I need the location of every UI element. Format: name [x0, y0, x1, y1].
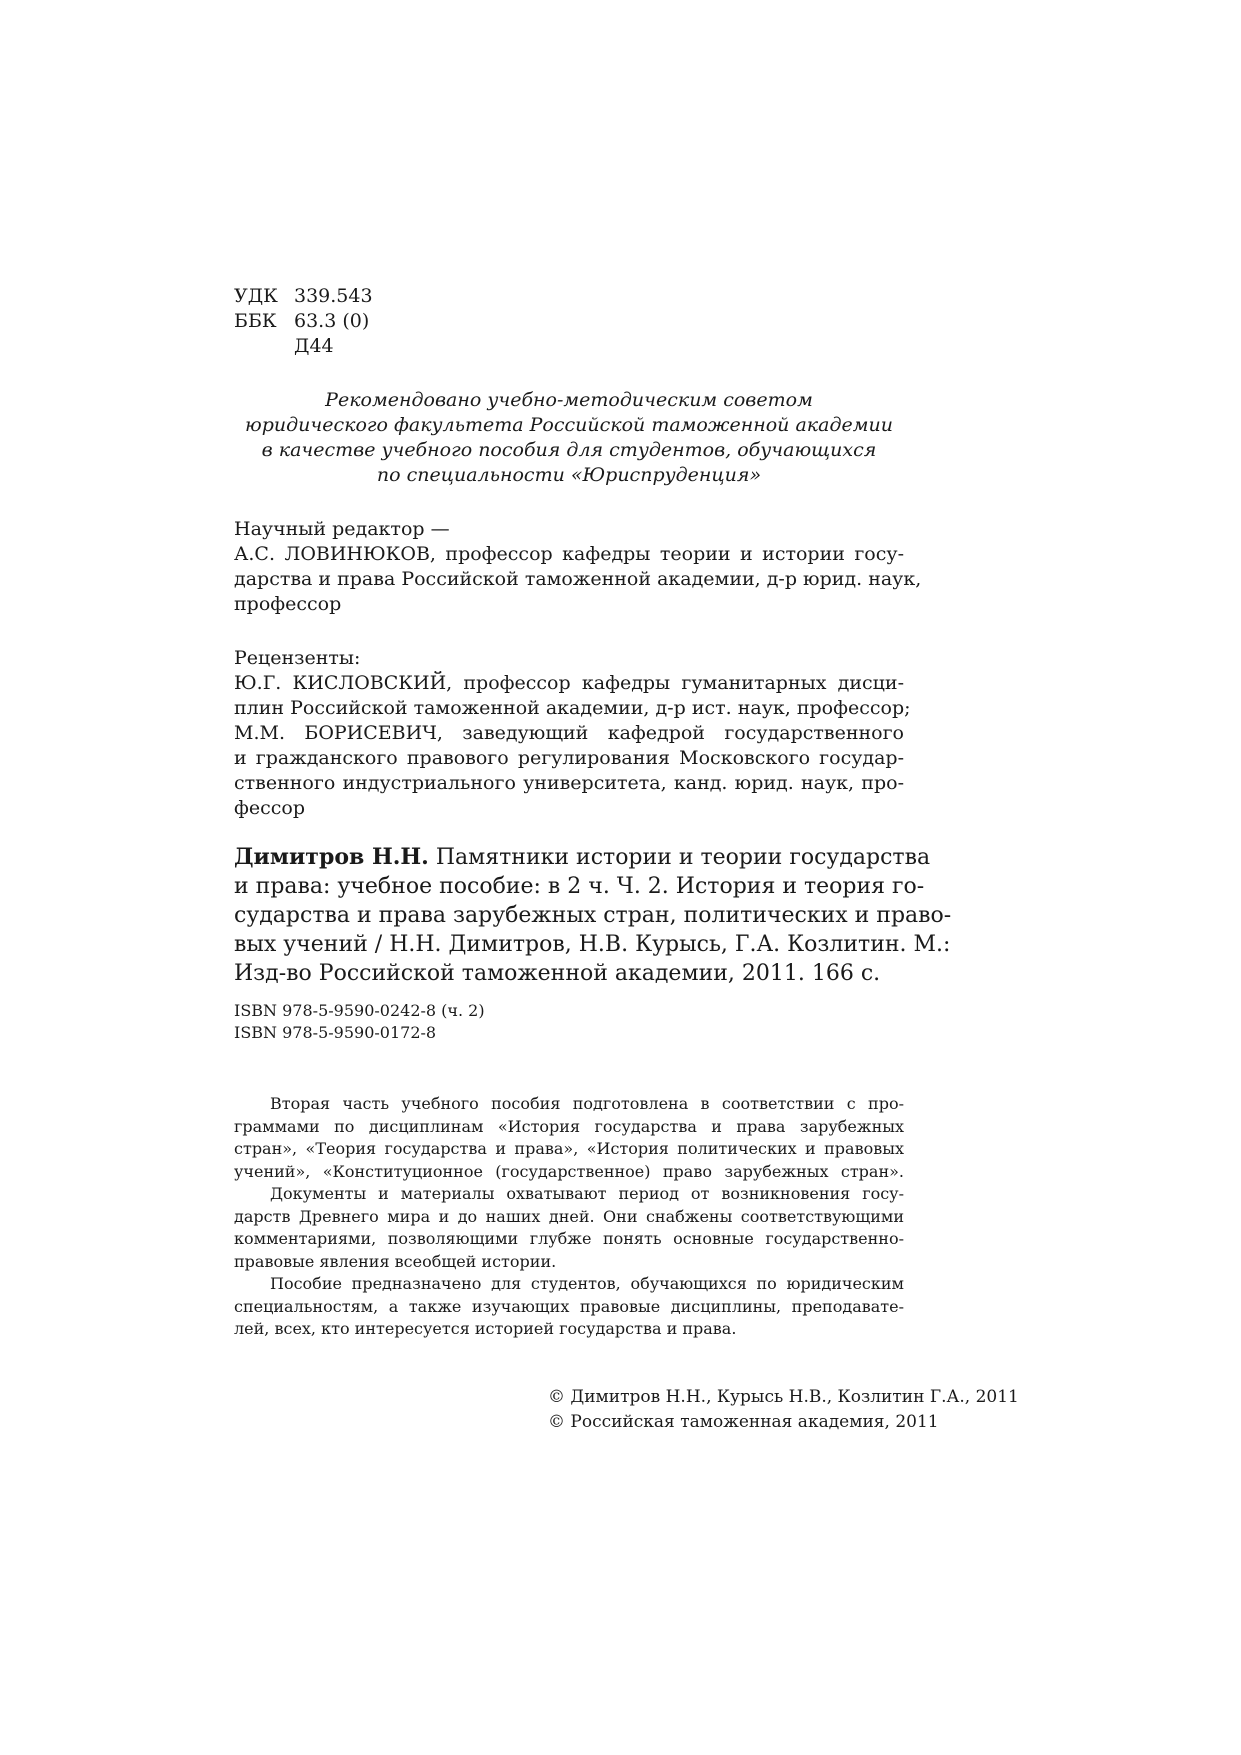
- annotation-line: Вторая часть учебного пособия подготовлена в соответствии с про-: [270, 1094, 904, 1113]
- reviewer-line: М.М. БОРИСЕВИЧ, заведующий кафедрой государственного: [234, 722, 904, 744]
- copyright-line: © Димитров Н.Н., Курысь Н.В., Козлитин Г.А., 2011: [548, 1387, 1019, 1407]
- reviewer-line: ственного индустриального университета, канд. юрид. наук, про-: [234, 772, 904, 794]
- annotation-line: специальностям, а также изучающих правовые дисциплины, преподавате-: [234, 1296, 904, 1316]
- annotation-line: стран», «Теория государства и права», «История политических и правовых: [234, 1139, 904, 1158]
- annotation: [234, 1093, 904, 1341]
- biblio-line: и права: учебное пособие: в 2 ч. Ч. 2. История и теория го-: [234, 874, 925, 899]
- biblio-line: вых учений / Н.Н. Димитров, Н.В. Курысь, Г.А. Козлитин. М.:: [234, 932, 951, 957]
- recommendation-line: юридического факультета Российской таможенной академии: [245, 414, 893, 436]
- bbk-label: ББК: [234, 310, 277, 332]
- isbn-block: [234, 1000, 904, 1044]
- reviewer-line: плин Российской таможенной академии, д-р ист. наук, профессор;: [234, 697, 911, 719]
- copyright: [548, 1385, 1019, 1435]
- annotation-line: дарств Древнего мира и до наших дней. Они снабжены соответствующими: [234, 1206, 904, 1226]
- isbn-line: ISBN 978-5-9590-0172-8: [234, 1023, 437, 1042]
- editor-line: А.С. ЛОВИНЮКОВ, профессор кафедры теории и истории госу-: [234, 543, 904, 565]
- biblio-line: [234, 843, 931, 872]
- recommendation-line: по специальности «Юриспруденция»: [376, 464, 762, 486]
- reviewer-line: фессор: [234, 797, 305, 819]
- recommendation-line: Рекомендовано учебно-методическим советом: [325, 389, 813, 411]
- author-mark: Д44: [294, 335, 334, 357]
- reviewers-heading: Рецензенты:: [234, 647, 361, 669]
- recommendation: [234, 388, 904, 488]
- udk-value: 339.543: [294, 285, 373, 307]
- author-mark-row: [234, 334, 904, 359]
- biblio-author: Димитров Н.Н.: [234, 844, 429, 870]
- scientific-editor: [234, 517, 922, 617]
- editor-heading: Научный редактор —: [234, 518, 450, 540]
- bbk-value: 63.3 (0): [294, 310, 370, 332]
- annotation-line: лей, всех, кто интересуется историей государства и права.: [234, 1319, 737, 1338]
- isbn-line: ISBN 978-5-9590-0242-8 (ч. 2): [234, 1001, 485, 1020]
- reviewer-line: и гражданского правового регулирования Московского государ-: [234, 747, 904, 769]
- annotation-line: правовые явления всеобщей истории.: [234, 1251, 557, 1271]
- biblio-line: Изд-во Российской таможенной академии, 2011. 166 с.: [234, 961, 881, 986]
- annotation-line: учений», «Конституционное (государственное) право зарубежных стран».: [234, 1161, 904, 1181]
- annotation-line: комментариями, позволяющими глубже понять основные государственно-: [234, 1229, 904, 1248]
- annotation-line: граммами по дисциплинам «История государства и права зарубежных: [234, 1116, 904, 1136]
- udk-row: [234, 284, 904, 309]
- biblio-title: Памятники истории и теории государства: [428, 845, 931, 870]
- editor-line: профессор: [234, 593, 342, 615]
- recommendation-line: в качестве учебного пособия для студентов, обучающихся: [261, 439, 877, 461]
- copyright-line: © Российская таможенная академия, 2011: [548, 1412, 939, 1432]
- annotation-line: Документы и материалы охватывают период от возникновения госу-: [270, 1184, 904, 1203]
- reviewer-line: Ю.Г. КИСЛОВСКИЙ, профессор кафедры гуманитарных дисци-: [234, 672, 904, 694]
- udk-label: УДК: [234, 285, 278, 307]
- bbk-row: [234, 309, 904, 334]
- bibliographic-record: [234, 843, 952, 988]
- classification-codes: [234, 284, 904, 359]
- biblio-line: сударства и права зарубежных стран, политических и право-: [234, 903, 952, 928]
- reviewers: [234, 646, 911, 821]
- annotation-line: Пособие предназначено для студентов, обучающихся по юридическим: [270, 1274, 904, 1293]
- editor-line: дарства и права Российской таможенной академии, д-р юрид. наук,: [234, 568, 922, 590]
